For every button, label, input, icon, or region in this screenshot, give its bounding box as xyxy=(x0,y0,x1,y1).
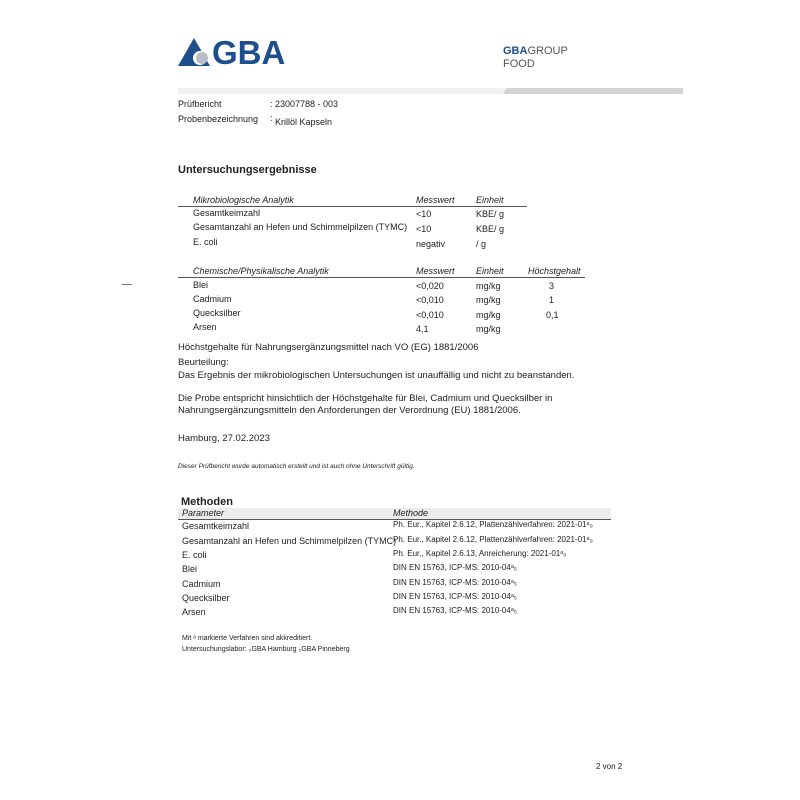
lab-note: Untersuchungslabor: ₀GBA Hamburg ₅GBA Pinneberg xyxy=(182,646,350,653)
table-cell: mg/kg xyxy=(476,281,501,291)
chem-header: Chemische/Physikalische Analytik xyxy=(193,266,329,276)
divider xyxy=(178,277,585,278)
chem-header-unit: Einheit xyxy=(476,266,504,276)
table-cell: DIN EN 15763, ICP-MS: 2010-04ᵃ₅ xyxy=(393,578,518,587)
gba-logo-icon xyxy=(178,36,214,68)
place-date: Hamburg, 27.02.2023 xyxy=(178,433,270,444)
methods-title: Methoden xyxy=(181,496,233,508)
table-cell: Gesamtkeimzahl xyxy=(182,521,250,531)
table-cell: Gesamtanzahl an Hefen und Schimmelpilzen (TYMC) xyxy=(193,222,408,232)
sample-colon: : xyxy=(270,113,273,123)
table-cell: 4,1 xyxy=(416,324,429,334)
side-mark xyxy=(122,284,132,285)
table-cell: Cadmium xyxy=(193,294,232,304)
logo-text: GBA xyxy=(212,34,286,71)
table-cell: mg/kg xyxy=(476,295,501,305)
signature-note: Dieser Prüfbericht wurde automatisch erstellt und ist auch ohne Unterschrift gültig. xyxy=(178,463,415,470)
table-cell: Blei xyxy=(193,280,209,290)
table-cell: DIN EN 15763, ICP-MS: 2010-04ᵃ₅ xyxy=(393,592,518,601)
table-cell: Blei xyxy=(182,564,198,574)
table-cell: <10 xyxy=(416,209,432,219)
table-cell: DIN EN 15763, ICP-MS: 2010-04ᵃ₅ xyxy=(393,606,518,615)
table-cell: Ph. Eur., Kapitel 2.6.12, Plattenzählverfahren: 2021-01ᵃ₀ xyxy=(393,520,593,529)
divider xyxy=(178,206,527,207)
report-number: : 23007788 - 003 xyxy=(270,99,339,109)
table-cell: E. coli xyxy=(182,550,207,560)
table-cell: negativ xyxy=(416,239,446,249)
micro-header: Mikrobiologische Analytik xyxy=(193,195,294,205)
table-cell: 1 xyxy=(549,295,555,305)
table-cell: <0,020 xyxy=(416,281,444,291)
sample-name: Krillöl Kapseln xyxy=(275,117,333,127)
table-cell: E. coli xyxy=(193,237,218,247)
table-cell: Arsen xyxy=(193,322,217,332)
accreditation-note: Mit ᵃ markierte Verfahren sind akkreditiert. xyxy=(182,635,313,642)
table-cell: Arsen xyxy=(182,607,206,617)
table-cell: <0,010 xyxy=(416,295,444,305)
limits-note: Höchstgehalte für Nahrungsergänzungsmittel nach VO (EG) 1881/2006 xyxy=(178,342,479,353)
assessment-text: Das Ergebnis der mikrobiologischen Untersuchungen ist unauffällig und nicht zu beanstanden. xyxy=(178,370,575,381)
conformity-text: Die Probe entspricht hinsichtlich der Höchstgehalte für Blei, Cadmium und Quecksilber in xyxy=(178,393,553,404)
table-cell: Ph. Eur., Kapitel 2.6.12, Plattenzählverfahren: 2021-01ᵃ₀ xyxy=(393,535,593,544)
micro-header-unit: Einheit xyxy=(476,195,504,205)
chem-header-limit: Höchstgehalt xyxy=(528,266,581,276)
methods-header-parameter: Parameter xyxy=(182,508,225,518)
table-cell: mg/kg xyxy=(476,310,501,320)
table-cell: DIN EN 15763, ICP-MS: 2010-04ᵃ₅ xyxy=(393,563,518,572)
report-label: Prüfbericht xyxy=(178,99,222,109)
table-cell: Gesamtkeimzahl xyxy=(193,208,261,218)
results-title: Untersuchungsergebnisse xyxy=(178,164,317,176)
group-rest: GROUP xyxy=(527,45,568,57)
page-number: 2 von 2 xyxy=(596,762,623,771)
table-cell: Quecksilber xyxy=(193,308,241,318)
sample-label: Probenbezeichnung xyxy=(178,114,259,124)
table-cell: 0,1 xyxy=(546,310,559,320)
conformity-text: Nahrungsergänzungsmitteln den Anforderungen der Verordnung (EU) 1881/2006. xyxy=(178,405,521,416)
table-cell: Quecksilber xyxy=(182,593,230,603)
header-band-accent xyxy=(503,88,683,94)
micro-header-value: Messwert xyxy=(416,195,455,205)
table-cell: / g xyxy=(476,239,487,249)
table-cell: <10 xyxy=(416,224,432,234)
chem-header-value: Messwert xyxy=(416,266,455,276)
methods-header-method: Methode xyxy=(393,508,429,518)
group-bold: GBA xyxy=(503,45,528,57)
table-cell: 3 xyxy=(549,281,555,291)
assessment-label: Beurteilung: xyxy=(178,357,229,368)
table-cell: KBE/ g xyxy=(476,209,505,219)
group-sub: FOOD xyxy=(503,58,535,70)
table-cell: KBE/ g xyxy=(476,224,505,234)
table-cell: mg/kg xyxy=(476,324,501,334)
table-cell: Gesamtanzahl an Hefen und Schimmelpilzen (TYMC) xyxy=(182,536,397,546)
table-cell: Cadmium xyxy=(182,579,221,589)
group-label xyxy=(503,45,568,71)
table-cell: Ph. Eur., Kapitel 2.6.13, Anreicherung: 2021-01ᵃ₀ xyxy=(393,549,567,558)
table-cell: <0,010 xyxy=(416,310,444,320)
